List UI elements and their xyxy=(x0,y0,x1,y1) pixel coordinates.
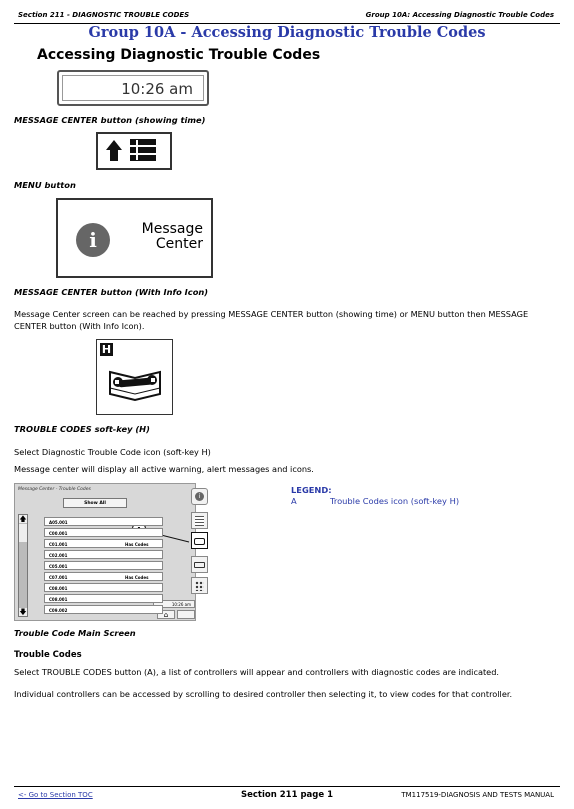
caption-softkey: TROUBLE CODES soft-key (H) xyxy=(14,424,150,434)
trouble-codes-heading: Trouble Codes xyxy=(14,650,82,660)
side-vehicle-button[interactable] xyxy=(191,556,208,573)
controller-code: C01.001 xyxy=(49,542,68,547)
scroll-up-icon[interactable]: 🡅 xyxy=(19,515,27,523)
group-title: Group 10A - Accessing Diagnostic Trouble Codes xyxy=(88,24,486,41)
controller-row[interactable] xyxy=(44,561,163,570)
header-section: Section 211 - DIAGNOSTIC TROUBLE CODES xyxy=(18,11,190,19)
menu-icon[interactable] xyxy=(177,610,195,619)
controller-status: Has Codes xyxy=(125,542,149,547)
info-icon xyxy=(75,222,111,258)
controller-row[interactable] xyxy=(44,594,163,603)
softkey-letter: H xyxy=(101,343,112,356)
paragraph-1: Message Center screen can be reached by pressing MESSAGE CENTER button (showing time) or MENU button then MESSAGE CENTER button (With Info Icon). xyxy=(14,309,529,331)
legend-heading: LEGEND: xyxy=(291,485,332,495)
message-center-info-button[interactable] xyxy=(56,198,213,278)
footer-manual: TM117519-DIAGNOSIS AND TESTS MANUAL xyxy=(401,791,554,799)
legend-text: Trouble Codes icon (soft-key H) xyxy=(330,496,460,506)
caption-menu-button: MENU button xyxy=(14,180,76,190)
controller-row[interactable] xyxy=(44,583,163,592)
caption-time-button: MESSAGE CENTER button (showing time) xyxy=(14,115,206,125)
svg-text:i: i xyxy=(89,228,97,252)
trouble-codes-p1: Select TROUBLE CODES button (A), a list of controllers will appear and controllers with diagnostic codes are indicated. xyxy=(14,667,500,677)
screen-title: Message Center - Trouble Codes xyxy=(18,487,91,492)
scroll-thumb[interactable] xyxy=(19,524,27,542)
vehicle-icon xyxy=(194,562,205,568)
controller-code: C08.001 xyxy=(49,597,68,602)
info-button-line2: Center xyxy=(155,236,203,252)
trouble-codes-softkey[interactable] xyxy=(96,339,173,415)
list-icon xyxy=(195,516,204,526)
side-trouble-codes-button[interactable] xyxy=(191,532,208,549)
controller-row[interactable] xyxy=(44,605,163,614)
controller-code: C08.001 xyxy=(49,586,68,591)
page-title: Accessing Diagnostic Trouble Codes xyxy=(37,47,321,63)
info-button-line1: Message xyxy=(141,221,203,237)
screen-scrollbar[interactable] xyxy=(18,514,28,617)
side-dots-button[interactable] xyxy=(191,577,208,594)
controller-row[interactable] xyxy=(44,550,163,559)
menu-icon xyxy=(98,134,170,168)
wrench-book-icon xyxy=(106,362,164,402)
trouble-codes-p2: Individual controllers can be accessed by scrolling to desired controller then selecting it, to view codes for that controller. xyxy=(14,689,513,699)
controller-row[interactable] xyxy=(44,528,163,537)
trouble-code-screen xyxy=(14,483,201,621)
time-display: 10:26 am xyxy=(121,80,193,98)
controller-code: C09.002 xyxy=(49,608,68,613)
controller-code: A05.001 xyxy=(49,520,68,525)
wrench-icon xyxy=(194,538,205,545)
dots-icon xyxy=(195,581,204,591)
paragraph-2: Select Diagnostic Trouble Code icon (soft-key H) xyxy=(14,447,211,457)
toc-link[interactable]: <- Go to Section TOC xyxy=(18,791,93,799)
caption-screen: Trouble Code Main Screen xyxy=(14,628,136,638)
legend-key: A xyxy=(291,496,297,506)
controller-row[interactable] xyxy=(44,572,163,581)
footer-page: Section 211 page 1 xyxy=(241,790,333,800)
paragraph-3: Message center will display all active warning, alert messages and icons. xyxy=(14,464,314,474)
screen-time[interactable]: 10:26 am xyxy=(153,600,195,608)
controller-code: C00.001 xyxy=(49,531,68,536)
controller-row[interactable] xyxy=(44,539,163,548)
header-group: Group 10A: Accessing Diagnostic Trouble Codes xyxy=(365,11,554,19)
menu-button[interactable] xyxy=(96,132,172,170)
caption-info-button: MESSAGE CENTER button (With Info Icon) xyxy=(14,287,209,297)
footer-rule xyxy=(14,786,560,787)
side-info-button[interactable] xyxy=(191,488,208,505)
controller-code: C07.001 xyxy=(49,575,68,580)
show-all-button[interactable]: Show All xyxy=(63,498,127,508)
controller-code: C02.001 xyxy=(49,553,68,558)
controller-code: C05.001 xyxy=(49,564,68,569)
home-icon[interactable]: ⌂ xyxy=(157,610,175,619)
side-list-button[interactable] xyxy=(191,512,208,529)
info-icon: i xyxy=(195,492,204,501)
message-center-time-button[interactable] xyxy=(57,70,209,106)
controller-row[interactable] xyxy=(44,517,163,526)
scroll-down-icon[interactable]: 🡇 xyxy=(19,608,27,616)
controller-status: Has Codes xyxy=(125,575,149,580)
